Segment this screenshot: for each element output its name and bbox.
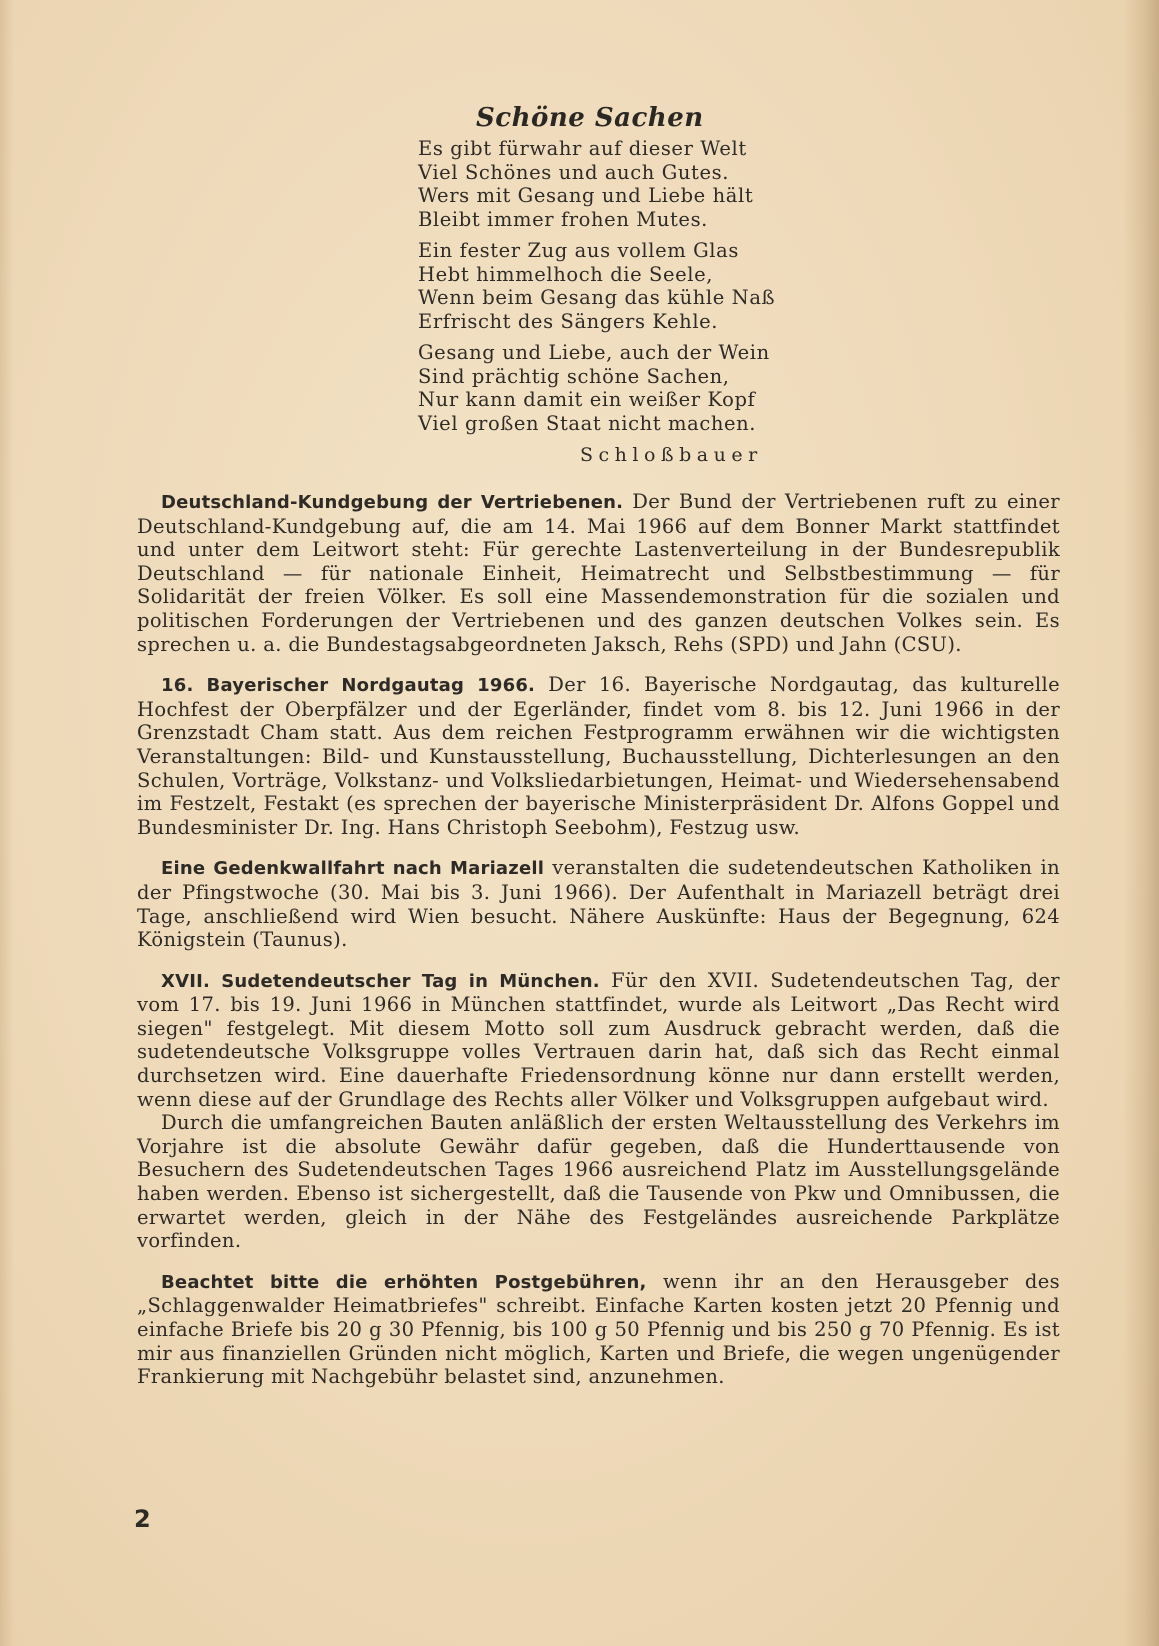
news-articles [137,490,1060,1406]
poem-line: Hebt himmelhoch die Seele, [418,262,714,286]
article-text: Für den XVII. Sudetendeutschen Tag, der vom 17. bis 19. Juni 1966 in München stattfindet, wurde als Leitwort „Das Recht wird siegen" festgelegt. Mit diesem Motto soll zum Ausdruck gebracht werden, daß die sudetendeutsche Volksgruppe volles Vertrauen darin hat, daß sich das Recht einmal durchsetzen wird. Eine dauerhafte Friedensordnung könne nur dann erstellt werden, wenn diese auf der Grundlage des Rechts aller Völker und Volksgruppen aufgebaut wird. [137,968,1060,1111]
poem-stanza [418,341,838,435]
poem-stanza [418,239,838,333]
article-heading: XVII. Sudetendeutscher Tag in München. [161,970,600,992]
article-paragraph [137,1111,1060,1253]
article-sudetendeutscher-tag [137,969,1060,1253]
poem-stanza [418,137,838,231]
article-text: wenn ihr an den Herausgeber des „Schlaggenwalder Heimatbriefes" schreibt. Einfache Karten kosten jetzt 20 Pfennig und einfache Briefe bis 20 g 30 Pfennig, bis 100 g 50 Pfennig und bis 250 g 70 Pfennig. Es ist mir aus finanziellen Gründen nicht möglich, Karten und Briefe, die wegen ungenügender Frankierung mit Nachgebühr belastet sind, anzunehmen. [137,1269,1060,1389]
article-postgebuehren [137,1270,1060,1389]
poem-line: Wers mit Gesang und Liebe hält [418,184,754,207]
poem [418,103,838,467]
article-text: veranstalten die sudetendeutschen Katholiken in der Pfingstwoche (30. Mai bis 3. Juni 1966). Der Aufenthalt in Mariazell beträgt drei Tage, anschließend wird Wien besucht. Nähere Auskünfte: Haus der Begegnung, 624 Königstein (Taunus). [137,856,1060,952]
article-wallfahrt [137,856,1060,951]
article-paragraph [137,1270,1060,1389]
article-heading: Beachtet bitte die erhöhten Postgebühren, [161,1271,647,1293]
article-paragraph [137,490,1060,656]
paper-edge-shadow-left [0,0,14,1646]
article-text: Der 16. Bayerische Nordgautag, das kulturelle Hochfest der Oberpfälzer und der Egerländer, findet vom 8. bis 12. Juni 1966 in der Grenzstadt Cham statt. Aus dem reichen Festprogramm erwähnen wir die wichtigsten Veranstaltungen: Bild- und Kunstausstellung, Buchausstellung, Dichterlesungen an den Schulen, Vorträge, Volkstanz- und Volksliedarbietungen, Heimat- und Wiedersehensabend im Festzelt, Festakt (es sprechen der bayerische Ministerpräsident Dr. Alfons Goppel und Bundesminister Dr. Ing. Hans Christoph Seebohm), Festzug usw. [137,673,1060,839]
page-number: 2 [134,1505,151,1533]
article-nordgautag [137,673,1060,839]
poem-line: Sind prächtig schöne Sachen, [418,364,730,388]
poem-line: Viel Schönes und auch Gutes. [418,160,730,184]
poem-line: Erfrischt des Sängers Kehle. [418,309,719,333]
poem-line: Nur kann damit ein weißer Kopf [418,388,756,411]
poem-line: Bleibt immer frohen Mutes. [418,207,708,231]
article-kundgebung [137,490,1060,656]
article-heading: 16. Bayerischer Nordgautag 1966. [161,675,536,697]
article-heading: Deutschland-Kundgebung der Vertriebenen. [161,492,624,513]
article-heading: Eine Gedenkwallfahrt nach Mariazell [161,858,545,880]
article-text: Der Bund der Vertriebenen ruft zu einer Deutschland-Kundgebung auf, die am 14. Mai 1966 auf dem Bonner Markt stattfindet und unter dem Leitwort steht: Für gerechte Lastenverteilung in der Bundesrepublik Deutschland — für nationale Einheit, Heimatrecht und Selbstbestimmung — für Solidarität der freien Völker. Es soll eine Massendemonstration für die sozialen und politischen Forderungen der Vertriebenen und des ganzen deutschen Volkes sein. Es sprechen u. a. die Bundestagsabgeordneten Jaksch, Rehs (SPD) und Jahn (CSU). [137,490,1060,656]
article-paragraph [137,856,1060,951]
poem-line: Gesang und Liebe, auch der Wein [418,341,770,364]
paper-edge-shadow-right [1123,0,1159,1646]
poem-line: Wenn beim Gesang das kühle Naß [418,286,776,309]
poem-line: Es gibt fürwahr auf dieser Welt [418,137,747,160]
poem-author: Schloßbauer [580,444,763,466]
poem-title: Schöne Sachen [476,103,704,133]
article-paragraph [137,969,1060,1112]
article-text: Durch die umfangreichen Bauten anläßlich der ersten Weltausstellung des Verkehrs im Vorjahre ist die absolute Gewähr dafür gegeben, daß die Hunderttausende von Besuchern des Sudetendeutschen Tages 1966 ausreichend Platz im Ausstellungsgelände haben werden. Ebenso ist sichergestellt, daß die Tausende von Pkw und Omnibussen, die erwartet werden, gleich in der Nähe des Festgeländes ausreichende Parkplätze vorfinden. [137,1111,1060,1253]
article-paragraph [137,673,1060,839]
poem-line: Viel großen Staat nicht machen. [418,411,757,435]
poem-line: Ein fester Zug aus vollem Glas [418,239,739,262]
